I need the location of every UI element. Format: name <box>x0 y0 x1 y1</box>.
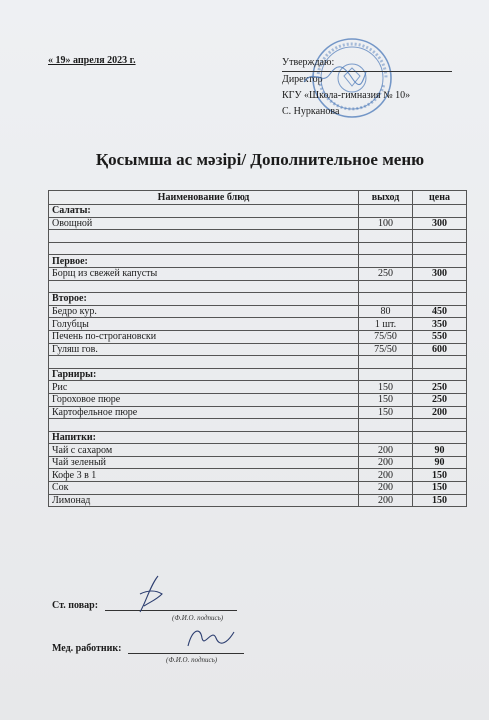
dish-output <box>359 431 413 444</box>
dish-output: 75/50 <box>359 330 413 343</box>
dish-price <box>413 293 467 306</box>
dish-price: 250 <box>413 381 467 394</box>
table-row <box>49 456 467 469</box>
cook-note: (Ф.И.О. подпись) <box>172 614 224 622</box>
medic-note: (Ф.И.О. подпись) <box>166 656 218 664</box>
dish-price: 150 <box>413 469 467 482</box>
dish-name: Напитки: <box>49 431 359 444</box>
approve-line-1: Утверждаю: <box>282 55 452 72</box>
table-section-row <box>49 431 467 444</box>
dish-name: Рис <box>49 381 359 394</box>
table-row <box>49 393 467 406</box>
table-row <box>49 444 467 457</box>
header-name: Наименование блюд <box>49 191 359 205</box>
header-price: цена <box>413 191 467 205</box>
dish-output <box>359 356 413 369</box>
dish-name <box>49 356 359 369</box>
table-row <box>49 343 467 356</box>
dish-output: 200 <box>359 482 413 495</box>
table-row <box>49 305 467 318</box>
dish-output: 100 <box>359 217 413 230</box>
dish-price <box>413 242 467 255</box>
cook-label: Ст. повар: <box>52 600 99 611</box>
table-section-row <box>49 368 467 381</box>
dish-price: 450 <box>413 305 467 318</box>
dish-name: Первое: <box>49 255 359 268</box>
dish-price <box>413 431 467 444</box>
dish-output: 200 <box>359 444 413 457</box>
table-section-row <box>49 255 467 268</box>
dish-name: Лимонад <box>49 494 359 507</box>
dish-output <box>359 419 413 432</box>
dish-output <box>359 293 413 306</box>
medic-label: Мед. работник: <box>52 643 122 654</box>
dish-name <box>49 230 359 243</box>
menu-table <box>48 190 467 507</box>
table-row <box>49 267 467 280</box>
dish-output <box>359 280 413 293</box>
header-output: выход <box>359 191 413 205</box>
dish-name <box>49 242 359 255</box>
dish-name: Голубцы <box>49 318 359 331</box>
dish-name: Салаты: <box>49 205 359 218</box>
table-row <box>49 318 467 331</box>
table-section-row <box>49 205 467 218</box>
approve-line-3: КГУ «Школа-гимназия № 10» <box>282 90 411 101</box>
dish-price: 150 <box>413 494 467 507</box>
dish-name <box>49 280 359 293</box>
dish-output <box>359 205 413 218</box>
dish-price <box>413 280 467 293</box>
dish-name: Борщ из свежей капусты <box>49 267 359 280</box>
dish-output: 75/50 <box>359 343 413 356</box>
page-title: Қосымша ас мәзірі/ Дополнительное меню <box>95 150 425 169</box>
dish-name: Гороховое пюре <box>49 393 359 406</box>
dish-name <box>49 419 359 432</box>
table-row <box>49 469 467 482</box>
table-row <box>49 494 467 507</box>
cook-signature-field <box>105 610 237 611</box>
dish-name: Бедро кур. <box>49 305 359 318</box>
dish-output <box>359 255 413 268</box>
dish-name: Сок <box>49 482 359 495</box>
dish-price: 350 <box>413 318 467 331</box>
dish-name: Кофе 3 в 1 <box>49 469 359 482</box>
dish-price <box>413 230 467 243</box>
dish-price <box>413 368 467 381</box>
dish-price <box>413 419 467 432</box>
document-date: « 19» апреля 2023 г. <box>48 55 136 66</box>
dish-output: 200 <box>359 469 413 482</box>
dish-output <box>359 230 413 243</box>
dish-price <box>413 255 467 268</box>
dish-name: Гуляш гов. <box>49 343 359 356</box>
menu-table-body <box>49 205 467 507</box>
dish-price: 300 <box>413 217 467 230</box>
table-row <box>49 356 467 369</box>
dish-price: 600 <box>413 343 467 356</box>
dish-name: Картофельное пюре <box>49 406 359 419</box>
dish-output: 150 <box>359 406 413 419</box>
approve-line-4: С. Нурканова <box>282 106 340 117</box>
dish-price: 90 <box>413 444 467 457</box>
table-row <box>49 482 467 495</box>
table-section-row <box>49 293 467 306</box>
dish-name: Второе: <box>49 293 359 306</box>
table-row <box>49 381 467 394</box>
dish-price: 250 <box>413 393 467 406</box>
table-row <box>49 406 467 419</box>
dish-output: 200 <box>359 494 413 507</box>
dish-price: 90 <box>413 456 467 469</box>
dish-name: Овощной <box>49 217 359 230</box>
dish-name: Чай зеленый <box>49 456 359 469</box>
dish-name: Чай с сахаром <box>49 444 359 457</box>
director-signature <box>300 62 370 90</box>
table-row <box>49 419 467 432</box>
dish-name: Гарниры: <box>49 368 359 381</box>
dish-output <box>359 368 413 381</box>
table-row <box>49 330 467 343</box>
dish-name: Печень по-строгановски <box>49 330 359 343</box>
approve-line-2: Директор <box>282 74 323 85</box>
cook-signature <box>130 572 170 616</box>
dish-price: 300 <box>413 267 467 280</box>
table-row <box>49 280 467 293</box>
dish-price: 550 <box>413 330 467 343</box>
dish-price <box>413 356 467 369</box>
dish-output: 80 <box>359 305 413 318</box>
dish-output <box>359 242 413 255</box>
medic-signature <box>182 622 238 652</box>
medic-signature-field <box>128 653 244 654</box>
dish-output: 250 <box>359 267 413 280</box>
table-row <box>49 217 467 230</box>
table-header-row <box>49 191 467 205</box>
dish-price: 150 <box>413 482 467 495</box>
dish-price: 200 <box>413 406 467 419</box>
dish-output: 200 <box>359 456 413 469</box>
dish-output: 150 <box>359 381 413 394</box>
table-row <box>49 242 467 255</box>
dish-price <box>413 205 467 218</box>
table-row <box>49 230 467 243</box>
dish-output: 1 шт. <box>359 318 413 331</box>
dish-output: 150 <box>359 393 413 406</box>
